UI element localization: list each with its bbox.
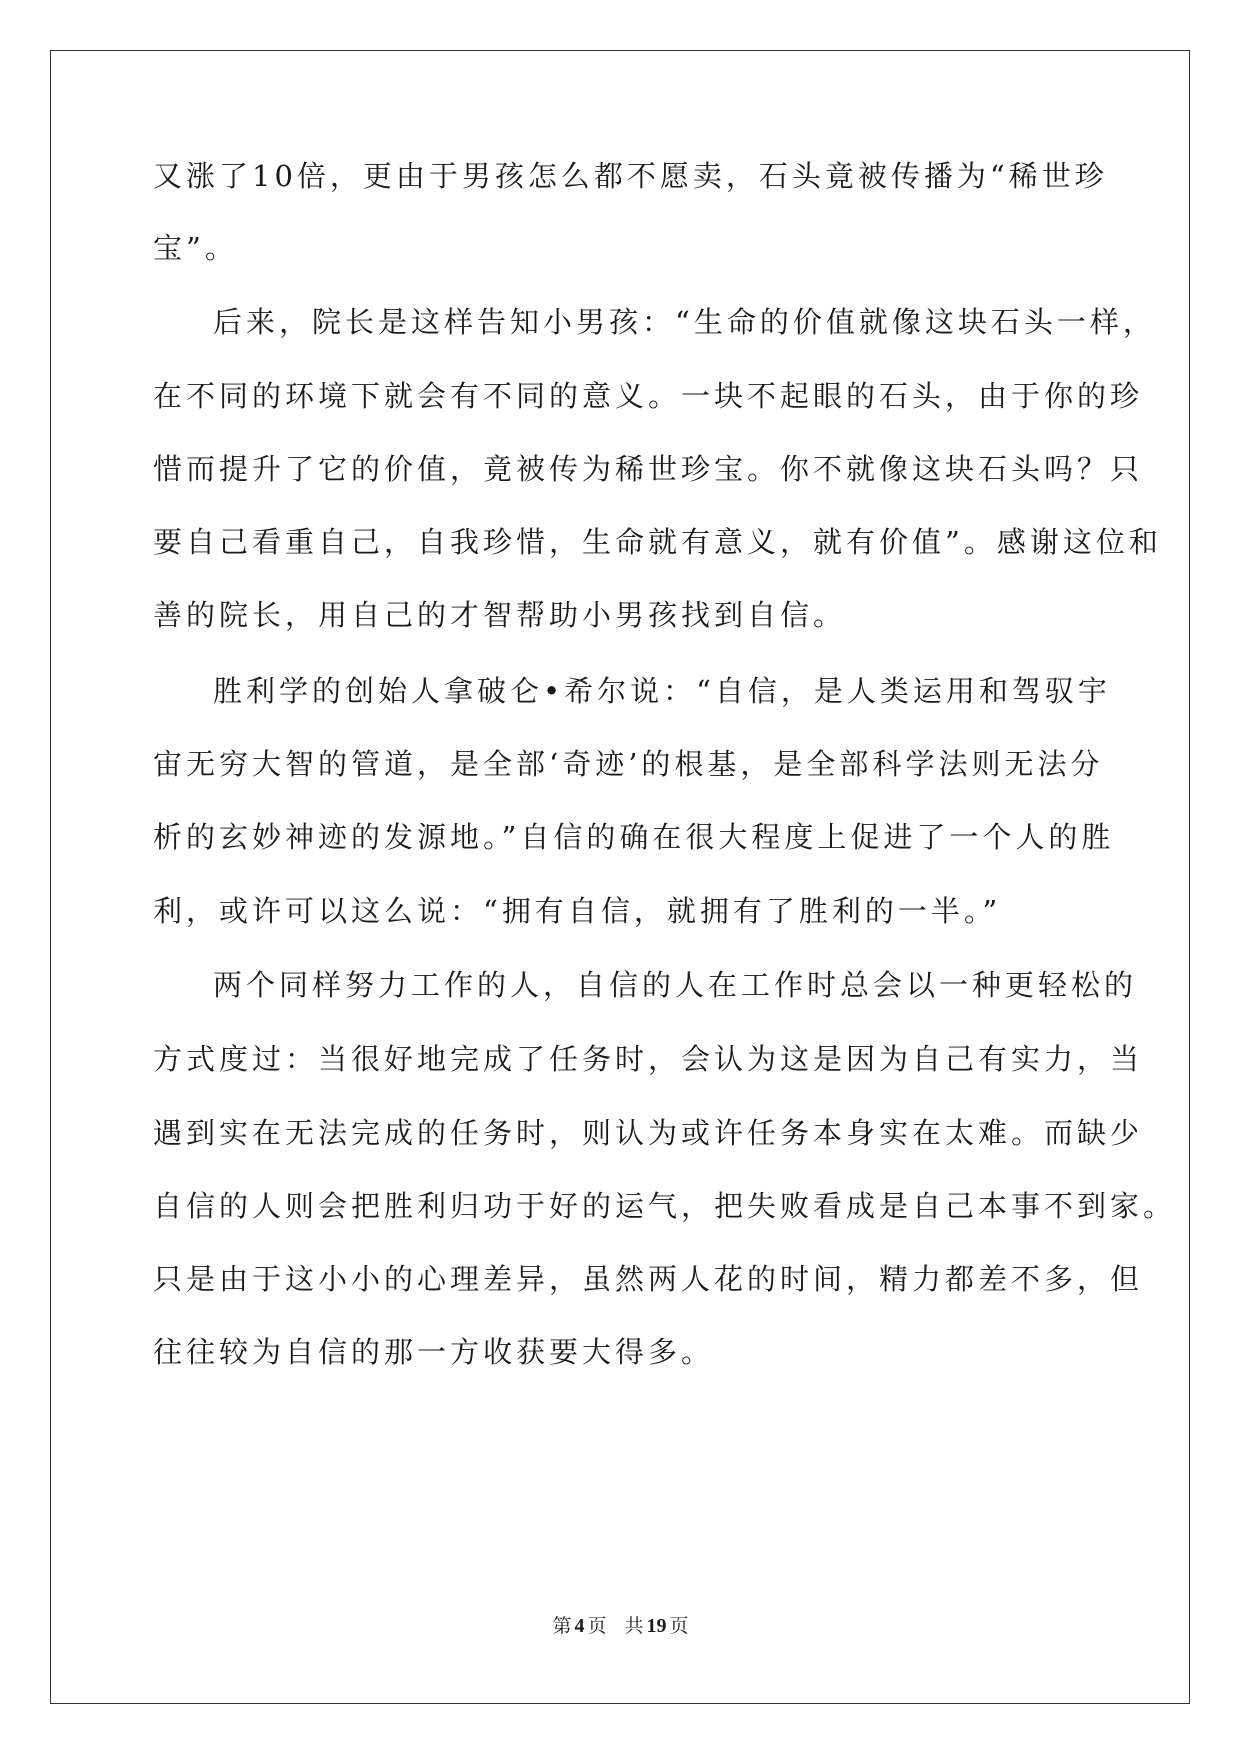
text-line: 又涨了10倍，更由于男孩怎么都不愿卖，石头竟被传播为“稀世珍: [153, 159, 1108, 193]
text-line: 宝”。: [153, 231, 238, 265]
text-line: 在不同的环境下就会有不同的意义。一块不起眼的石头，由于你的珍: [153, 379, 1144, 413]
text-line: 往往较为自信的那一方收获要大得多。: [153, 1335, 715, 1369]
total-page-number: 19: [646, 1615, 667, 1637]
total-prefix: 共: [624, 1615, 644, 1637]
text-line: 析的玄妙神迹的发源地。”自信的确在很大程度上促进了一个人的胜: [153, 820, 1115, 854]
text-line: 要自己看重自己，自我珍惜，生命就有意义，就有价值”。感谢这位和: [153, 525, 1162, 559]
text-line: 遇到实在无法完成的任务时，则认为或许任务本身实在太难。而缺少: [153, 1116, 1144, 1150]
text-line: 自信的人则会把胜利归功于好的运气，把失败看成是自己本事不到家。: [153, 1189, 1177, 1223]
page-border: [50, 50, 1190, 1704]
page-prefix: 第: [552, 1615, 572, 1637]
text-line: 利，或许可以这么说：“拥有自信，就拥有了胜利的一半。”: [153, 894, 1002, 928]
paragraph-start-line: 胜利学的创始人拿破仑•希尔说：“自信，是人类运用和驾驭宇: [213, 674, 1111, 708]
text-line: 方式度过：当很好地完成了任务时，会认为这是因为自己有实力，当: [153, 1042, 1144, 1076]
page-suffix: 页: [587, 1615, 607, 1637]
page-footer: [0, 1614, 1241, 1638]
text-line: 善的院长，用自己的才智帮助小男孩找到自信。: [153, 598, 847, 632]
text-line: 惜而提升了它的价值，竟被传为稀世珍宝。你不就像这块石头吗？只: [153, 452, 1144, 486]
total-suffix: 页: [669, 1615, 689, 1637]
text-line: 只是由于这小小的心理差异，虽然两人花的时间，精力都差不多，但: [153, 1262, 1144, 1296]
paragraph-start-line: 后来，院长是这样告知小男孩：“生命的价值就像这块石头一样，: [213, 305, 1156, 339]
paragraph-start-line: 两个同样努力工作的人，自信的人在工作时总会以一种更轻松的: [213, 968, 1138, 1002]
text-line: 宙无穷大智的管道，是全部‘奇迹’的根基，是全部科学法则无法分: [153, 747, 1104, 781]
current-page-number: 4: [574, 1615, 585, 1637]
